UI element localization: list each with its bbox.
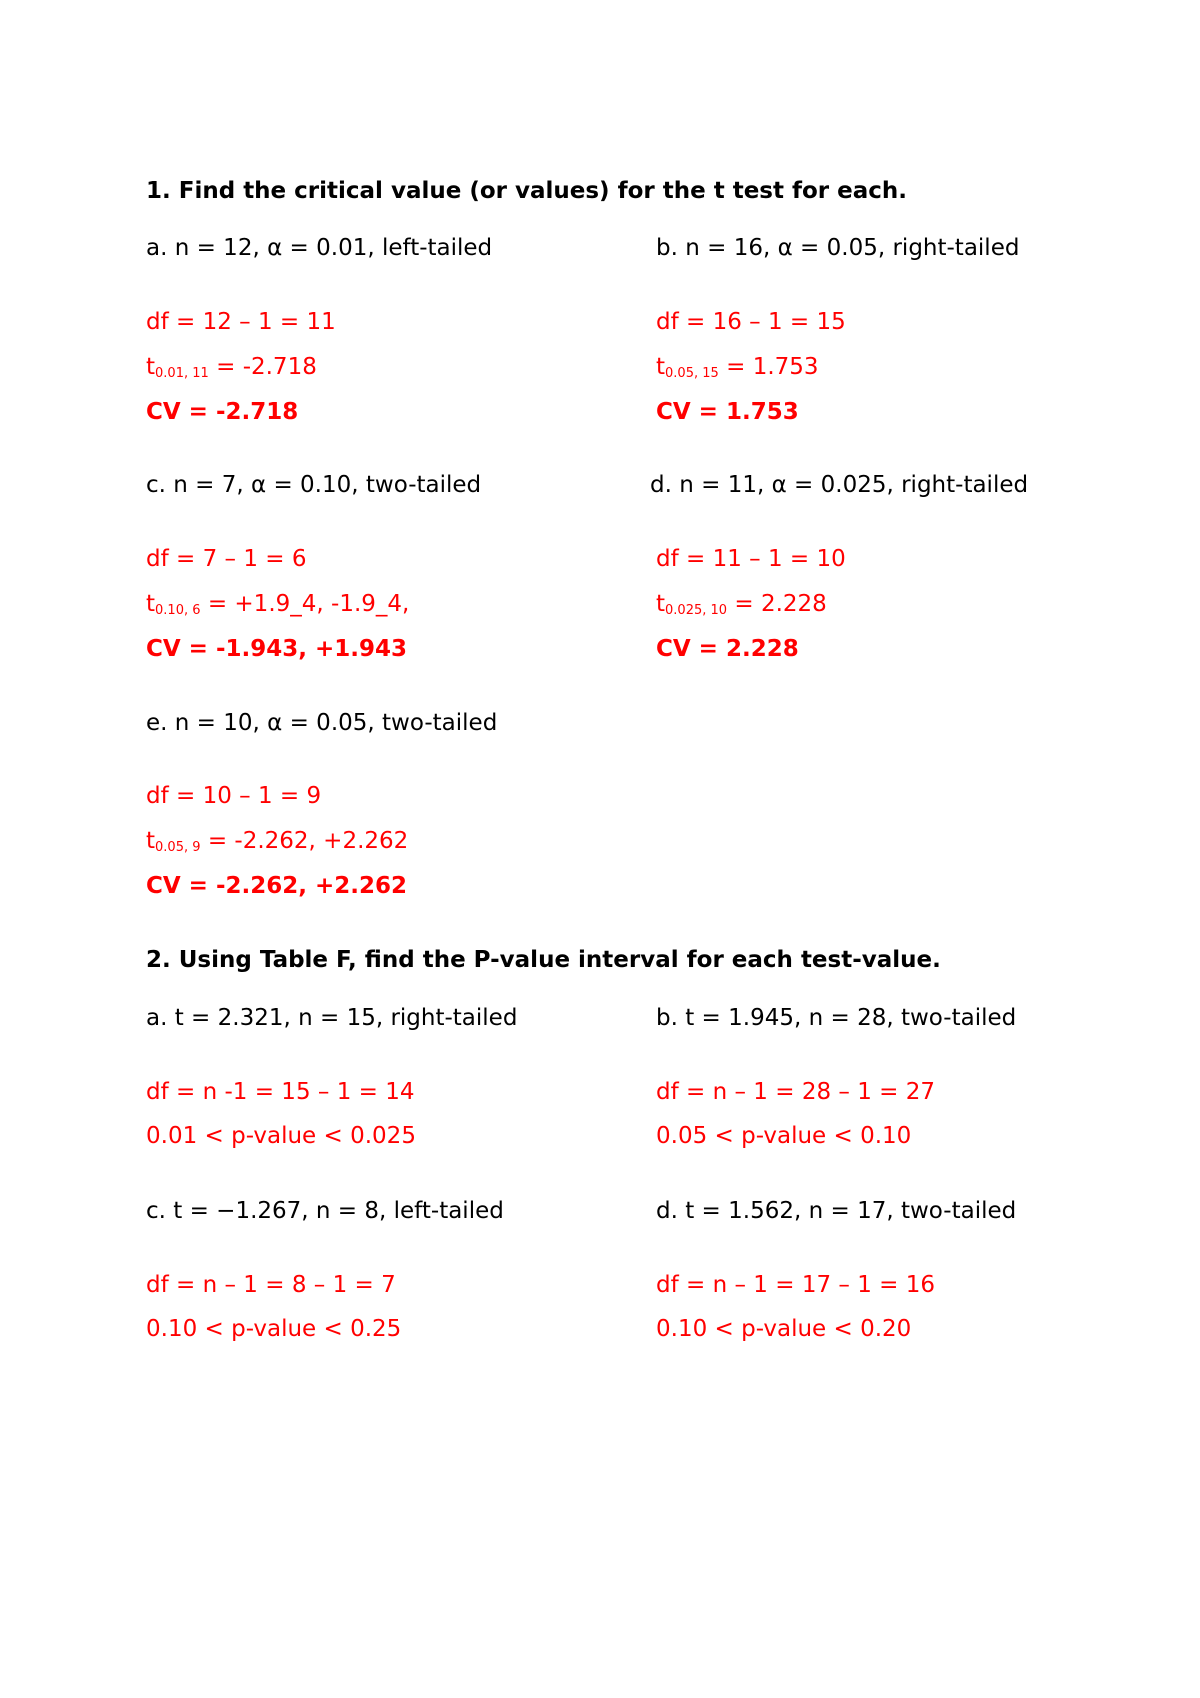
q1e-critical-value: CV = -2.262, +2.262	[146, 873, 408, 899]
t-result: = -2.262, +2.262	[200, 828, 409, 854]
q1e-t-value	[146, 826, 408, 856]
t-subscript: 0.025, 10	[665, 603, 728, 618]
t-result: = 2.228	[727, 591, 827, 617]
question-2-heading: 2. Using Table F, find the P-value interval for each test-value.	[146, 947, 941, 973]
q1a-df: df = 12 – 1 = 11	[146, 309, 336, 335]
t-symbol: t	[656, 591, 666, 617]
q2c-prompt: c. t = −1.267, n = 8, left-tailed	[146, 1198, 504, 1224]
q2a-df: df = n -1 = 15 – 1 = 14	[146, 1079, 415, 1105]
q2b-prompt: b. t = 1.945, n = 28, two-tailed	[656, 1005, 1017, 1031]
t-result: = 1.753	[718, 354, 819, 380]
t-result: = -2.718	[208, 354, 317, 380]
t-subscript: 0.05, 15	[665, 366, 719, 381]
q1d-df: df = 11 – 1 = 10	[656, 546, 846, 572]
q2c-p-interval: 0.10 < p-value < 0.25	[146, 1316, 402, 1342]
q1d-t-value	[656, 589, 827, 619]
q1b-t-value	[656, 352, 819, 382]
t-symbol: t	[146, 591, 156, 617]
t-symbol: t	[146, 828, 156, 854]
q1a-critical-value: CV = -2.718	[146, 399, 299, 425]
q1e-df: df = 10 – 1 = 9	[146, 783, 322, 809]
q1a-t-value	[146, 352, 317, 382]
t-result: = +1.9_4, -1.9_4,	[200, 591, 410, 617]
q1c-df: df = 7 – 1 = 6	[146, 546, 307, 572]
q1e-prompt: e. n = 10, α = 0.05, two-tailed	[146, 710, 498, 736]
q1a-prompt: a. n = 12, α = 0.01, left-tailed	[146, 235, 493, 261]
q1b-critical-value: CV = 1.753	[656, 399, 799, 425]
q1b-prompt: b. n = 16, α = 0.05, right-tailed	[656, 235, 1020, 261]
q1c-critical-value: CV = -1.943, +1.943	[146, 636, 408, 662]
q2d-prompt: d. t = 1.562, n = 17, two-tailed	[656, 1198, 1017, 1224]
t-subscript: 0.05, 9	[155, 840, 201, 855]
t-symbol: t	[656, 354, 666, 380]
q1c-t-value	[146, 589, 409, 619]
q1d-prompt: d. n = 11, α = 0.025, right-tailed	[650, 472, 1029, 498]
q1c-prompt: c. n = 7, α = 0.10, two-tailed	[146, 472, 482, 498]
q1d-critical-value: CV = 2.228	[656, 636, 799, 662]
t-subscript: 0.01, 11	[155, 366, 209, 381]
q2a-p-interval: 0.01 < p-value < 0.025	[146, 1123, 416, 1149]
q2d-p-interval: 0.10 < p-value < 0.20	[656, 1316, 912, 1342]
q2b-p-interval: 0.05 < p-value < 0.10	[656, 1123, 912, 1149]
question-1-heading: 1. Find the critical value (or values) for the t test for each.	[146, 178, 908, 204]
q2d-df: df = n – 1 = 17 – 1 = 16	[656, 1272, 935, 1298]
q1b-df: df = 16 – 1 = 15	[656, 309, 846, 335]
q2c-df: df = n – 1 = 8 – 1 = 7	[146, 1272, 396, 1298]
t-subscript: 0.10, 6	[155, 603, 201, 618]
t-symbol: t	[146, 354, 156, 380]
q2a-prompt: a. t = 2.321, n = 15, right-tailed	[146, 1005, 518, 1031]
q2b-df: df = n – 1 = 28 – 1 = 27	[656, 1079, 935, 1105]
